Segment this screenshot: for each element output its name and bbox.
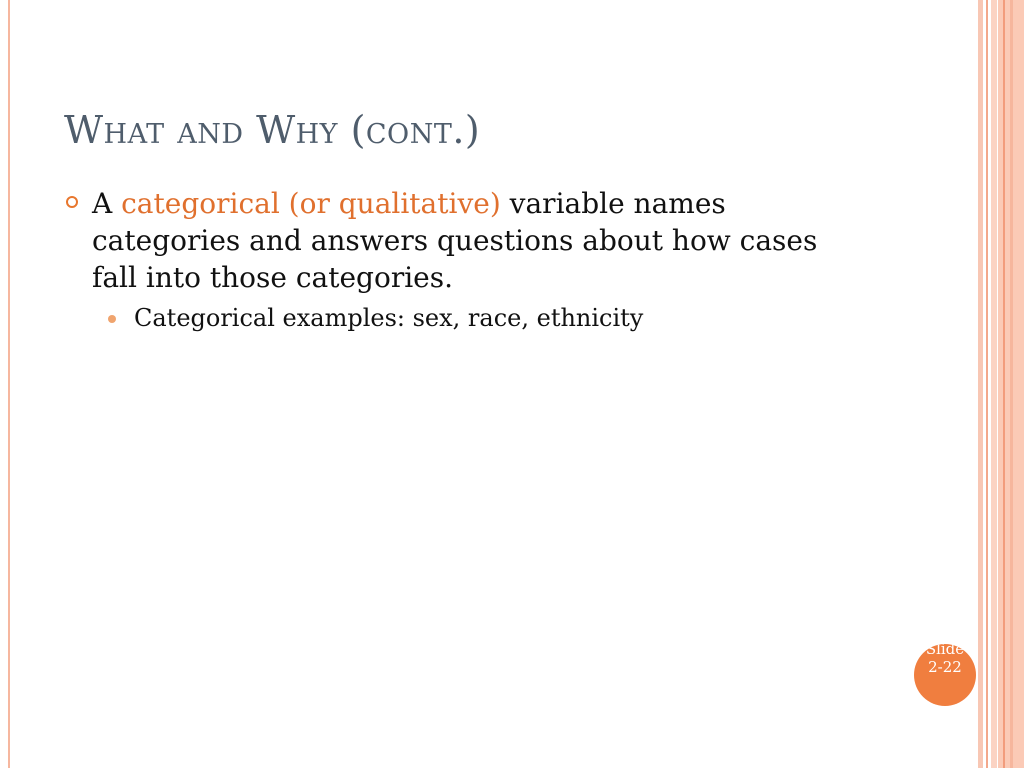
sub-bullet-item [108, 302, 844, 334]
bullet-prefix: A [92, 187, 122, 220]
slide-number: Slide 2-22 [925, 644, 965, 676]
sub-bullet-text: Categorical examples: sex, race, ethnicity [134, 304, 644, 332]
right-decorative-stripe [986, 0, 988, 768]
bullet-text: variable names categories and answers questions about how cases fall into those categories. [92, 187, 818, 294]
bullet-item [64, 185, 844, 296]
bullet-highlight-term: categorical (or qualitative) [121, 187, 501, 220]
right-decorative-stripe [978, 0, 983, 768]
slide-number-badge [914, 644, 976, 706]
right-decorative-stripe [1010, 0, 1013, 768]
left-border-line [8, 0, 10, 768]
slide-body [64, 185, 844, 334]
slide-title: What and Why (cont.) [64, 108, 481, 152]
right-decorative-stripe [991, 0, 997, 768]
right-decorative-stripe [1003, 0, 1005, 768]
dot-bullet-icon [108, 315, 116, 323]
ring-bullet-icon [66, 196, 78, 208]
